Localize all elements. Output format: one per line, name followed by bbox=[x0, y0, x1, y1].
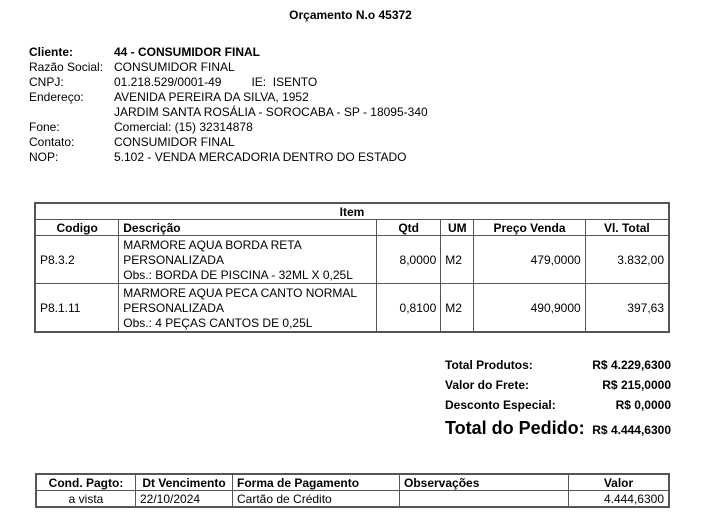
desconto-label: Desconto Especial: bbox=[445, 398, 556, 412]
document-title: Orçamento N.o 45372 bbox=[289, 8, 412, 22]
cnpj-row bbox=[29, 75, 428, 90]
col-um: UM bbox=[441, 220, 474, 236]
nop-row bbox=[29, 150, 428, 165]
endereco-row bbox=[29, 90, 428, 105]
col-dt-vencimento: Dt Vencimento bbox=[136, 474, 233, 491]
razao-value: CONSUMIDOR FINAL bbox=[114, 60, 235, 74]
frete-row bbox=[445, 378, 671, 398]
col-descricao: Descrição bbox=[119, 220, 377, 236]
item-qtd: 0,8100 bbox=[377, 284, 441, 333]
cnpj-value: 01.218.529/0001-49 bbox=[114, 75, 222, 89]
item-preco: 490,9000 bbox=[474, 284, 585, 333]
pay-cond: a vista bbox=[36, 491, 136, 508]
item-desc-line1: MARMORE AQUA PECA CANTO NORMAL bbox=[123, 286, 358, 300]
total-produtos-label: Total Produtos: bbox=[445, 358, 533, 372]
endereco-line2: JARDIM SANTA ROSÁLIA - SOROCABA - SP - 18095-340 bbox=[114, 105, 428, 119]
cnpj-label: CNPJ: bbox=[29, 75, 64, 89]
frete-label: Valor do Frete: bbox=[445, 378, 530, 392]
cliente-value: 44 - CONSUMIDOR FINAL bbox=[114, 45, 261, 59]
contato-label: Contato: bbox=[29, 135, 75, 149]
item-total: 3.832,00 bbox=[585, 236, 669, 284]
table-row bbox=[35, 284, 669, 333]
items-header-row bbox=[35, 220, 669, 236]
nop-value: 5.102 - VENDA MERCADORIA DENTRO DO ESTADO bbox=[114, 150, 407, 164]
cliente-row bbox=[29, 45, 428, 60]
razao-row bbox=[29, 60, 428, 75]
item-desc-line2: PERSONALIZADA bbox=[123, 301, 224, 315]
total-produtos-row bbox=[445, 358, 671, 378]
item-obs: Obs.: BORDA DE PISCINA - 32ML X 0,25L bbox=[123, 268, 353, 282]
item-um: M2 bbox=[441, 284, 474, 333]
fone-value: Comercial: (15) 32314878 bbox=[114, 120, 253, 134]
item-descricao bbox=[119, 284, 377, 333]
fone-label: Fone: bbox=[29, 120, 60, 134]
contato-value: CONSUMIDOR FINAL bbox=[114, 135, 235, 149]
item-obs: Obs.: 4 PEÇAS CANTOS DE 0,25L bbox=[123, 316, 313, 330]
endereco-row-2 bbox=[29, 105, 428, 120]
pay-vencimento: 22/10/2024 bbox=[136, 491, 233, 508]
total-produtos-value: R$ 4.229,6300 bbox=[592, 358, 671, 372]
items-group-header: Item bbox=[35, 203, 669, 220]
item-preco: 479,0000 bbox=[474, 236, 585, 284]
endereco-line1: AVENIDA PEREIRA DA SILVA, 1952 bbox=[114, 90, 309, 104]
endereco-label: Endereço: bbox=[29, 90, 84, 104]
item-um: M2 bbox=[441, 236, 474, 284]
pay-obs bbox=[400, 491, 569, 508]
desconto-value: R$ 0,0000 bbox=[615, 398, 671, 412]
pay-forma: Cartão de Crédito bbox=[233, 491, 400, 508]
item-total: 397,63 bbox=[585, 284, 669, 333]
contato-row bbox=[29, 135, 428, 150]
item-desc-line2: PERSONALIZADA bbox=[123, 253, 224, 267]
col-preco: Preço Venda bbox=[474, 220, 585, 236]
item-desc-line1: MARMORE AQUA BORDA RETA bbox=[123, 238, 302, 252]
total-pedido-row bbox=[445, 418, 671, 446]
ie-value: IE: ISENTO bbox=[251, 75, 318, 89]
total-pedido-value: R$ 4.444,6300 bbox=[592, 423, 671, 437]
col-observacoes: Observações bbox=[400, 474, 569, 491]
col-forma-pagamento: Forma de Pagamento bbox=[233, 474, 400, 491]
col-total: Vl. Total bbox=[585, 220, 669, 236]
frete-value: R$ 215,0000 bbox=[602, 378, 671, 392]
items-table bbox=[34, 202, 670, 333]
col-codigo: Codigo bbox=[35, 220, 119, 236]
razao-label: Razão Social: bbox=[29, 60, 104, 74]
table-row bbox=[36, 491, 669, 508]
nop-label: NOP: bbox=[29, 150, 59, 164]
col-cond-pagto: Cond. Pagto: bbox=[36, 474, 136, 491]
pay-valor: 4.444,6300 bbox=[569, 491, 670, 508]
total-pedido-label: Total do Pedido: bbox=[445, 418, 585, 438]
item-codigo: P8.1.11 bbox=[35, 284, 119, 333]
customer-info bbox=[29, 45, 428, 165]
col-valor: Valor bbox=[569, 474, 670, 491]
item-qtd: 8,0000 bbox=[377, 236, 441, 284]
item-codigo: P8.3.2 bbox=[35, 236, 119, 284]
table-row bbox=[35, 236, 669, 284]
desconto-row bbox=[445, 398, 671, 418]
cliente-label: Cliente: bbox=[29, 45, 74, 59]
totals-block bbox=[445, 358, 671, 446]
item-descricao bbox=[119, 236, 377, 284]
payment-header-row bbox=[36, 474, 669, 491]
col-qtd: Qtd bbox=[377, 220, 441, 236]
fone-row bbox=[29, 120, 428, 135]
payment-table bbox=[35, 473, 670, 508]
